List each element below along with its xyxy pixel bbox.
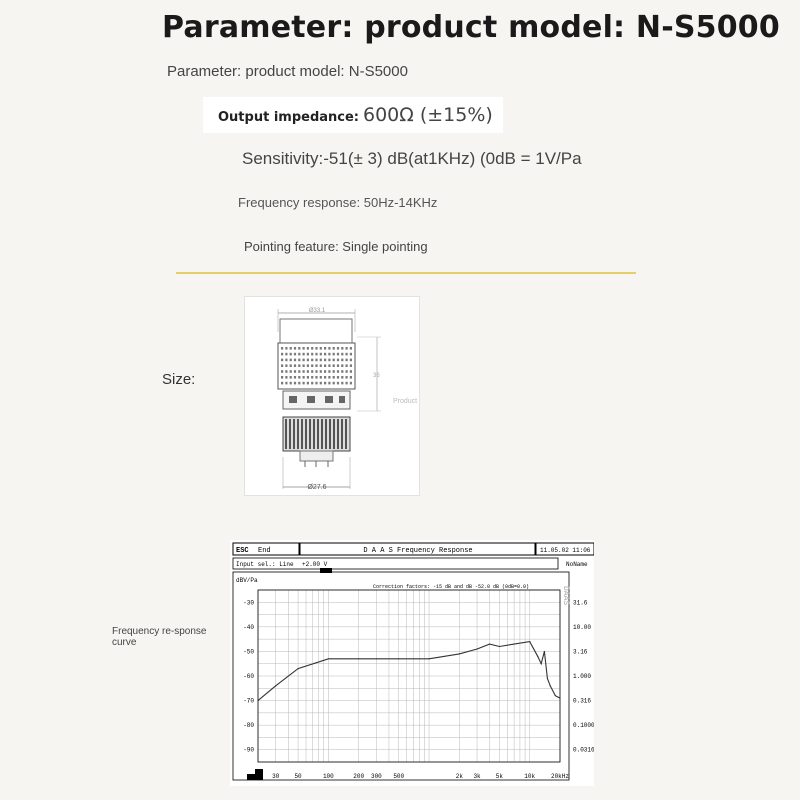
grille-hole	[346, 370, 348, 373]
x-tick-label: 200	[353, 773, 365, 780]
grille-hole	[333, 364, 335, 367]
impedance-value: 600Ω (±15%)	[363, 104, 493, 126]
grille-hole	[311, 376, 313, 379]
data-point	[544, 651, 545, 652]
grille-hole	[320, 364, 322, 367]
grille-hole	[281, 382, 283, 385]
grille-hole	[324, 382, 326, 385]
y-tick-label: -90	[243, 746, 254, 754]
data-point	[358, 658, 359, 659]
grille-hole	[298, 364, 300, 367]
capsule-dimension-drawing	[245, 297, 419, 495]
grille-hole	[285, 370, 287, 373]
grille-hole	[328, 376, 330, 379]
noname-label: NoName	[566, 561, 588, 568]
grille-hole	[341, 359, 343, 362]
grille-hole	[294, 359, 296, 362]
input-sel-value: +2.00 V	[302, 561, 328, 568]
grille-hole	[328, 359, 330, 362]
grille-hole	[350, 359, 352, 362]
grille-hole	[307, 353, 309, 356]
y2-tick-label: 10.00	[573, 623, 592, 631]
y2-tick-label: 1.000	[573, 673, 592, 680]
data-point	[376, 658, 377, 659]
y-tick-label: -40	[243, 623, 254, 631]
grille-hole	[307, 370, 309, 373]
y-tick-label: -30	[243, 599, 254, 607]
y2-tick-label: 0.0316	[573, 746, 594, 754]
grille-hole	[346, 359, 348, 362]
grille-hole	[315, 370, 317, 373]
grille-hole	[328, 364, 330, 367]
watermark: Product	[393, 398, 418, 405]
grille-hole	[294, 370, 296, 373]
grille-hole	[346, 353, 348, 356]
grille-hole	[324, 370, 326, 373]
data-point	[297, 668, 298, 669]
grille-hole	[285, 359, 287, 362]
grille-hole	[311, 353, 313, 356]
grille-hole	[311, 359, 313, 362]
grille-hole	[285, 353, 287, 356]
size-drawing-panel	[244, 296, 420, 496]
data-point	[476, 648, 477, 649]
size-label: Size:	[162, 371, 196, 388]
x-tick-label: 300	[370, 773, 382, 780]
frequency-response-graph	[230, 540, 594, 786]
grille-hole	[311, 347, 313, 350]
grille-hole	[324, 347, 326, 350]
x-tick-label: 500	[393, 773, 405, 780]
grille-hole	[337, 353, 339, 356]
grille-hole	[290, 382, 292, 385]
grille-hole	[333, 370, 335, 373]
grille-hole	[298, 347, 300, 350]
grille-hole	[333, 347, 335, 350]
frequency-curve-label: Frequency re-sponse curve	[112, 626, 207, 648]
grille-hole	[315, 382, 317, 385]
grille-hole	[281, 347, 283, 350]
grille-hole	[346, 347, 348, 350]
graph-date: 11.05.02 11:06	[540, 547, 591, 554]
grille-hole	[290, 370, 292, 373]
grille-hole	[298, 359, 300, 362]
grille-hole	[285, 376, 287, 379]
dim-bottom-label: Ø27.6	[307, 484, 327, 491]
grille-hole	[311, 370, 313, 373]
grille-hole	[290, 376, 292, 379]
grille-hole	[315, 353, 317, 356]
subtitle: Parameter: product model: N-S5000	[167, 63, 408, 80]
grille-hole	[315, 347, 317, 350]
impedance-label: Output impedance:	[218, 110, 360, 125]
grille-hole	[315, 359, 317, 362]
grille-hole	[290, 347, 292, 350]
grille-hole	[307, 376, 309, 379]
input-sel-label: Input sel.: Line	[236, 561, 294, 568]
grille-hole	[350, 364, 352, 367]
y2-tick-label: 31.6	[573, 599, 588, 607]
grille-hole	[324, 359, 326, 362]
grille-hole	[285, 382, 287, 385]
data-point	[529, 641, 530, 642]
grille-hole	[307, 364, 309, 367]
grille-hole	[333, 376, 335, 379]
y-tick-label: -60	[243, 673, 254, 680]
grille-hole	[337, 370, 339, 373]
grille-hole	[341, 370, 343, 373]
capsule-connector	[300, 451, 333, 461]
grille-hole	[320, 353, 322, 356]
grille-hole	[307, 347, 309, 350]
x-tick-label: 2k	[455, 773, 463, 780]
grille-hole	[341, 347, 343, 350]
grille-hole	[328, 353, 330, 356]
grille-hole	[290, 364, 292, 367]
x-tick-label: 20kHz	[550, 773, 570, 780]
data-point	[559, 698, 560, 699]
grille-hole	[350, 382, 352, 385]
grille-hole	[341, 353, 343, 356]
data-point	[550, 685, 551, 686]
grille-hole	[324, 376, 326, 379]
grille-hole	[303, 382, 305, 385]
data-point	[275, 685, 276, 686]
grille-hole	[298, 376, 300, 379]
grille-hole	[311, 364, 313, 367]
data-point	[428, 658, 429, 659]
y2-tick-label: 0.316	[573, 697, 592, 705]
dim-side-label: 36	[373, 373, 380, 379]
grille-hole	[341, 376, 343, 379]
y2-tick-label: 0.1000	[573, 722, 594, 730]
grille-hole	[311, 382, 313, 385]
grille-hole	[315, 376, 317, 379]
x-tick-label: 10k	[524, 773, 536, 780]
capsule-knurled-base	[283, 417, 350, 451]
grille-hole	[303, 359, 305, 362]
data-point	[328, 658, 329, 659]
grille-hole	[298, 370, 300, 373]
data-point	[555, 695, 556, 696]
grille-hole	[320, 376, 322, 379]
data-point	[398, 658, 399, 659]
data-point	[537, 656, 538, 657]
grille-hole	[281, 364, 283, 367]
grille-hole	[298, 353, 300, 356]
dim-top-label: Ø33.1	[308, 308, 326, 314]
grille-hole	[328, 370, 330, 373]
x-tick-label: 3k	[473, 773, 481, 780]
grille-hole	[337, 382, 339, 385]
grille-hole	[281, 353, 283, 356]
graph-header-title: D A A S Frequency Response	[363, 547, 473, 555]
grille-hole	[320, 347, 322, 350]
x-tick-label: 5k	[495, 773, 503, 780]
grille-hole	[303, 347, 305, 350]
section-divider	[176, 272, 636, 274]
grille-hole	[337, 376, 339, 379]
y-tick-label: -80	[243, 722, 254, 730]
grille-hole	[303, 364, 305, 367]
grille-hole	[285, 347, 287, 350]
grille-hole	[346, 376, 348, 379]
grille-hole	[285, 364, 287, 367]
grille-hole	[307, 359, 309, 362]
data-point	[547, 678, 548, 679]
data-point	[459, 653, 460, 654]
grille-hole	[324, 364, 326, 367]
graph-svg	[230, 540, 594, 786]
grille-hole	[333, 359, 335, 362]
grille-hole	[341, 382, 343, 385]
grille-hole	[307, 382, 309, 385]
esc-label: ESC	[236, 547, 249, 555]
grille-hole	[333, 353, 335, 356]
grille-hole	[281, 376, 283, 379]
grille-hole	[290, 359, 292, 362]
grille-hole	[294, 347, 296, 350]
end-label: End	[258, 547, 271, 555]
grille-hole	[328, 347, 330, 350]
grille-hole	[350, 370, 352, 373]
correction-label: Correction factors: -15 dB and dB -52.0 dB (0dB=0.0)	[373, 584, 530, 590]
data-point	[514, 643, 515, 644]
data-point	[541, 663, 542, 664]
grille-hole	[328, 382, 330, 385]
data-point	[257, 700, 258, 701]
grille-hole	[294, 364, 296, 367]
grille-hole	[350, 347, 352, 350]
grille-hole	[350, 353, 352, 356]
daas-mark: DAAS	[561, 586, 570, 606]
grille-hole	[294, 376, 296, 379]
x-tick-label: 50	[294, 773, 302, 780]
grille-hole	[303, 353, 305, 356]
grille-hole	[303, 376, 305, 379]
grille-hole	[281, 370, 283, 373]
grille-hole	[324, 353, 326, 356]
grille-hole	[337, 364, 339, 367]
frequency-response-spec: Frequency response: 50Hz-14KHz	[238, 195, 438, 210]
grille-hole	[320, 382, 322, 385]
data-point	[499, 646, 500, 647]
pointing-spec: Pointing feature: Single pointing	[244, 239, 428, 254]
grille-hole	[281, 359, 283, 362]
grille-hole	[337, 347, 339, 350]
grille-hole	[346, 382, 348, 385]
grille-hole	[350, 376, 352, 379]
grille-hole	[341, 364, 343, 367]
grille-hole	[346, 364, 348, 367]
y-tick-label: -70	[243, 697, 254, 705]
grille-hole	[303, 370, 305, 373]
grille-hole	[320, 370, 322, 373]
y-unit-label: dBV/Pa	[236, 577, 258, 584]
x-tick-label: 100	[322, 773, 334, 780]
grille-hole	[320, 359, 322, 362]
grille-hole	[294, 382, 296, 385]
grille-hole	[315, 364, 317, 367]
data-point	[489, 643, 490, 644]
grille-hole	[290, 353, 292, 356]
x-tick-label: 30	[272, 773, 280, 780]
sensitivity-spec: Sensitivity:-51(± 3) dB(at1KHz) (0dB = 1V/Pa	[242, 149, 582, 168]
y-tick-label: -50	[243, 648, 254, 656]
page-title: Parameter: product model: N-S5000	[162, 10, 780, 45]
grille-hole	[333, 382, 335, 385]
grille-hole	[294, 353, 296, 356]
grille-hole	[298, 382, 300, 385]
capsule-top	[280, 319, 352, 343]
y2-tick-label: 3.16	[573, 648, 588, 656]
grille-hole	[337, 359, 339, 362]
